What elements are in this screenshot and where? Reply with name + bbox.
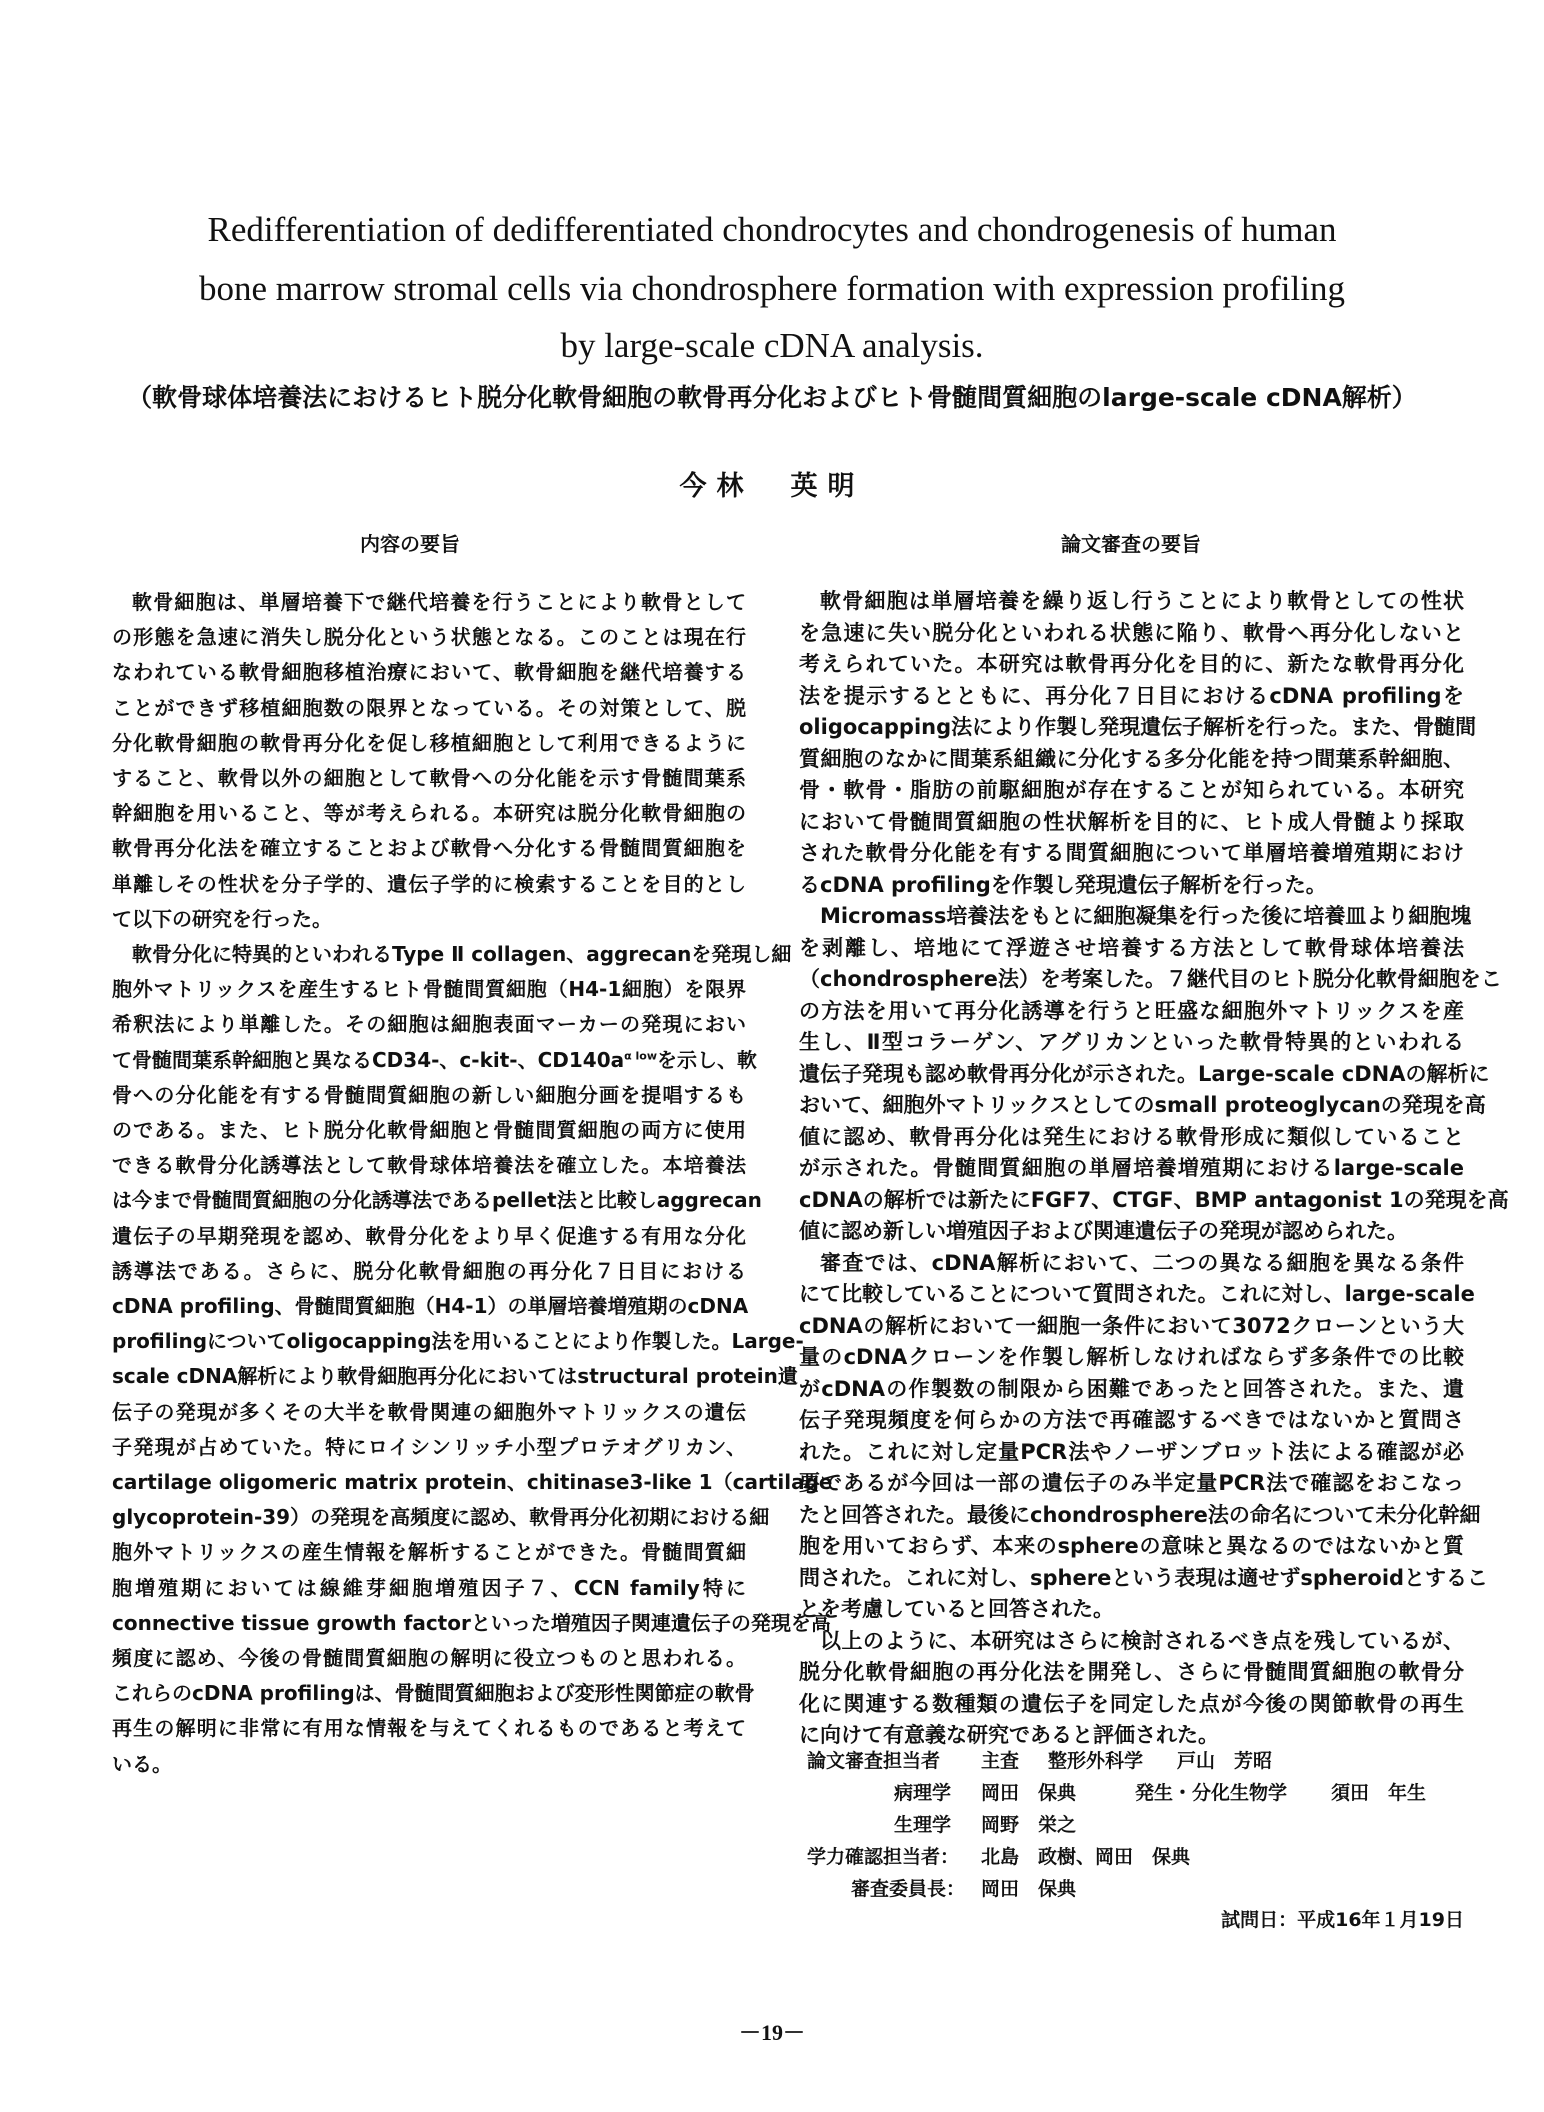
author-name: 今林 英明 bbox=[679, 471, 865, 502]
ability-label: 学力確認担当者： bbox=[807, 1846, 960, 1868]
text-line: cDNA profiling、骨髄間質細胞（H4-1）の単層培養増殖期のcDNA bbox=[112, 1294, 749, 1318]
member1-name: 岡田 保典 bbox=[981, 1782, 1077, 1804]
left-column-heading: 内容の要旨 bbox=[360, 532, 460, 556]
text-line: 軟骨細胞は単層培養を繰り返し行うことにより軟骨としての性状 bbox=[820, 589, 1464, 614]
text-line bbox=[112, 1044, 757, 1073]
text-line: 幹細胞を用いること、等が考えられる。本研究は脱分化軟骨細胞の bbox=[112, 801, 746, 826]
text-line: 軟骨再分化法を確立することおよび軟骨へ分化する骨髄間質細胞を bbox=[112, 836, 746, 861]
text-line: 子発現が占めていた。特にロイシンリッチ小型プロテオグリカン、 bbox=[112, 1434, 746, 1459]
member3-name: 岡野 栄之 bbox=[981, 1814, 1077, 1836]
text-line: 量のcDNAクローンを作製し解析しなければならず多条件での比較 bbox=[799, 1345, 1464, 1370]
text-line: のである。また、ヒト脱分化軟骨細胞と骨髄間質細胞の両方に使用 bbox=[112, 1118, 746, 1142]
text-line: cartilage oligomeric matrix protein、chitinase3-like 1（cartilage bbox=[112, 1470, 833, 1494]
text-line: るcDNA profilingを作製し発現遺伝子解析を行った。 bbox=[799, 872, 1327, 897]
text-line: 分化軟骨細胞の軟骨再分化を促し移植細胞として利用できるように bbox=[112, 730, 746, 755]
text-line: がcDNAの作製数の制限から困難であったと回答された。また、遺 bbox=[799, 1376, 1464, 1401]
text-line: なわれている軟骨細胞移植治療において、軟骨細胞を継代培養する bbox=[112, 660, 746, 685]
text-segment: を示し、軟 bbox=[657, 1047, 757, 1072]
member1-dept: 病理学 bbox=[894, 1782, 952, 1804]
text-line: 軟骨分化に特異的といわれるType Ⅱ collagen、aggrecanを発現し細 bbox=[132, 942, 792, 966]
text-line: Micromass培養法をもとに細胞凝集を行った後に培養皿より細胞塊 bbox=[820, 904, 1472, 929]
text-line: は今まで骨髄間質細胞の分化誘導法であるpellet法と比較しaggrecan bbox=[112, 1188, 762, 1213]
member2-dept: 発生・分化生物学 bbox=[1135, 1782, 1288, 1804]
text-line: された軟骨分化能を有する間質細胞について単層培養増殖期におけ bbox=[799, 841, 1464, 866]
superscript-text: α low bbox=[624, 1048, 657, 1062]
text-line: 胞外マトリックスを産生するヒト骨髄間質細胞（H4-1細胞）を限界 bbox=[112, 977, 746, 1002]
text-line: 頻度に認め、今後の骨髄間質細胞の解明に役立つものと思われる。 bbox=[112, 1646, 746, 1670]
member2-name: 須田 年生 bbox=[1331, 1782, 1427, 1804]
text-line: 骨への分化能を有する骨髄間質細胞の新しい細胞分画を提唱するも bbox=[112, 1082, 746, 1107]
text-line: を急速に失い脱分化といわれる状態に陥り、軟骨へ再分化しないと bbox=[799, 620, 1464, 645]
text-line: できる軟骨分化誘導法として軟骨球体培養法を確立した。本培養法 bbox=[112, 1153, 746, 1178]
japanese-title: （軟骨球体培養法におけるヒト脱分化軟骨細胞の軟骨再分化およびヒト骨髄間質細胞のlarge-scale cDNA解析） bbox=[127, 383, 1417, 412]
exam-date: 試問日：平成16年１月19日 bbox=[1221, 1909, 1464, 1931]
examiners-label: 論文審査担当者 bbox=[807, 1750, 941, 1772]
text-line: 値に認め新しい増殖因子および関連遺伝子の発現が認められた。 bbox=[799, 1219, 1408, 1244]
text-line: 単離しその性状を分子学的、遺伝子学的に検索することを目的とし bbox=[112, 871, 746, 896]
text-line: 骨・軟骨・脂肪の前駆細胞が存在することが知られている。本研究 bbox=[799, 778, 1464, 803]
text-line: において骨髄間質細胞の性状解析を目的に、ヒト成人骨髄より採取 bbox=[799, 809, 1464, 834]
text-line: の形態を急速に消失し脱分化という状態となる。このことは現在行 bbox=[112, 625, 746, 650]
text-line: 脱分化軟骨細胞の再分化法を開発し、さらに骨髄間質細胞の軟骨分 bbox=[799, 1660, 1464, 1685]
member3-dept: 生理学 bbox=[894, 1814, 952, 1836]
text-line: に向けて有意義な研究であると評価された。 bbox=[799, 1723, 1219, 1748]
chair-name: 岡田 保典 bbox=[981, 1878, 1077, 1900]
text-line: 審査では、cDNA解析において、二つの異なる細胞を異なる条件 bbox=[820, 1250, 1464, 1275]
text-line: れた。これに対し定量PCR法やノーザンブロット法による確認が必 bbox=[799, 1439, 1464, 1464]
ability-names: 北島 政樹、岡田 保典 bbox=[981, 1846, 1191, 1868]
text-line: 考えられていた。本研究は軟骨再分化を目的に、新たな軟骨再分化 bbox=[799, 652, 1464, 677]
right-column-heading: 論文審査の要旨 bbox=[1061, 532, 1201, 556]
text-line: とを考慮していると回答された。 bbox=[799, 1597, 1114, 1622]
text-line: （chondrosphere法）を考案した。７継代目のヒト脱分化軟骨細胞をこ bbox=[799, 967, 1502, 992]
text-line: profilingについてoligocapping法を用いることにより作製した。Large- bbox=[112, 1329, 804, 1354]
page-number: －19－ bbox=[738, 2020, 805, 2045]
text-line: を剥離し、培地にて浮遊させ培養する方法として軟骨球体培養法 bbox=[799, 935, 1464, 960]
text-line: 胞増殖期においては線維芽細胞増殖因子７、CCN family特に bbox=[112, 1575, 746, 1600]
text-line: すること、軟骨以外の細胞として軟骨への分化能を示す骨髄間葉系 bbox=[112, 766, 746, 790]
text-line: にて比較していることについて質問された。これに対し、large-scale bbox=[799, 1282, 1475, 1307]
chief-label: 主査 bbox=[981, 1750, 1020, 1772]
text-line: cDNAの解析では新たにFGF7、CTGF、BMP antagonist 1の発現を高 bbox=[799, 1187, 1509, 1212]
text-line: たと回答された。最後にchondrosphere法の命名について未分化幹細 bbox=[799, 1502, 1481, 1527]
text-line: 誘導法である。さらに、脱分化軟骨細胞の再分化７日目における bbox=[112, 1258, 746, 1283]
text-line: 問された。これに対し、sphereという表現は適せずspheroidとするこ bbox=[799, 1565, 1489, 1590]
text-line: いる。 bbox=[112, 1751, 172, 1776]
text-line: cDNAの解析において一細胞一条件において3072クローンという大 bbox=[799, 1313, 1464, 1338]
chief-name: 戸山 芳昭 bbox=[1177, 1750, 1273, 1772]
text-line: おいて、細胞外マトリックスとしてのsmall proteoglycanの発現を高 bbox=[799, 1093, 1486, 1118]
text-line: glycoprotein-39）の発現を高頻度に認め、軟骨再分化初期における細 bbox=[112, 1505, 770, 1530]
title-line-3: by large-scale cDNA analysis. bbox=[560, 326, 984, 365]
text-line: 希釈法により単離した。その細胞は細胞表面マーカーの発現におい bbox=[112, 1012, 746, 1037]
text-line: 法を提示するとともに、再分化７日目におけるcDNA profilingを bbox=[799, 683, 1464, 708]
text-line: 以上のように、本研究はさらに検討されるべき点を残しているが、 bbox=[820, 1628, 1464, 1653]
text-line: 伝子発現頻度を何らかの方法で再確認するべきではないかと質問さ bbox=[799, 1408, 1464, 1433]
text-line: の方法を用いて再分化誘導を行うと旺盛な細胞外マトリックスを産 bbox=[799, 998, 1464, 1023]
text-line: connective tissue growth factorといった増殖因子関連遺伝子の発現を高 bbox=[112, 1610, 831, 1635]
text-line: て以下の研究を行った。 bbox=[112, 906, 332, 931]
text-line: scale cDNA解析により軟骨細胞再分化においてはstructural protein遺 bbox=[112, 1364, 798, 1389]
text-line: 化に関連する数種類の遺伝子を同定した点が今後の関節軟骨の再生 bbox=[799, 1691, 1464, 1716]
title-line-1: Redifferentiation of dedifferentiated chondrocytes and chondrogenesis of human bbox=[207, 210, 1337, 249]
chief-dept: 整形外科学 bbox=[1048, 1750, 1144, 1772]
text-line: これらのcDNA profilingは、骨髄間質細胞および変形性関節症の軟骨 bbox=[112, 1681, 755, 1706]
text-line: 遺伝子の早期発現を認め、軟骨分化をより早く促進する有用な分化 bbox=[112, 1223, 746, 1248]
title-line-2: bone marrow stromal cells via chondrosphere formation with expression profiling bbox=[199, 269, 1345, 308]
text-segment: て骨髄間葉系幹細胞と異なるCD34-、c-kit-、CD140a bbox=[112, 1047, 625, 1072]
text-line: 伝子の発現が多くその大半を軟骨関連の細胞外マトリックスの遺伝 bbox=[112, 1399, 746, 1424]
text-line: 要であるが今回は一部の遺伝子のみ半定量PCR法で確認をおこなっ bbox=[799, 1471, 1464, 1496]
text-line: 軟骨細胞は、単層培養下で継代培養を行うことにより軟骨として bbox=[132, 590, 746, 614]
text-line: 遺伝子発現も認め軟骨再分化が示された。Large-scale cDNAの解析に bbox=[799, 1061, 1490, 1086]
text-line: 値に認め、軟骨再分化は発生における軟骨形成に類似していること bbox=[799, 1124, 1464, 1149]
chair-label: 審査委員長： bbox=[851, 1878, 966, 1900]
text-line: 生し、Ⅱ型コラーゲン、アグリカンといった軟骨特異的といわれる bbox=[799, 1030, 1464, 1055]
text-line: 胞を用いておらず、本来のsphereの意味と異なるのではないかと質 bbox=[799, 1534, 1464, 1559]
text-line: 再生の解明に非常に有用な情報を与えてくれるものであると考えて bbox=[112, 1716, 746, 1741]
text-line: oligocapping法により作製し発現遺伝子解析を行った。また、骨髄間 bbox=[799, 715, 1477, 740]
text-line: 質細胞のなかに間葉系組織に分化する多分化能を持つ間葉系幹細胞、 bbox=[799, 746, 1464, 771]
text-line: が示された。骨髄間質細胞の単層培養増殖期におけるlarge-scale bbox=[799, 1156, 1464, 1181]
text-line: ことができず移植細胞数の限界となっている。その対策として、脱 bbox=[112, 695, 746, 720]
text-line: 胞外マトリックスの産生情報を解析することができた。骨髄間質細 bbox=[112, 1540, 746, 1565]
